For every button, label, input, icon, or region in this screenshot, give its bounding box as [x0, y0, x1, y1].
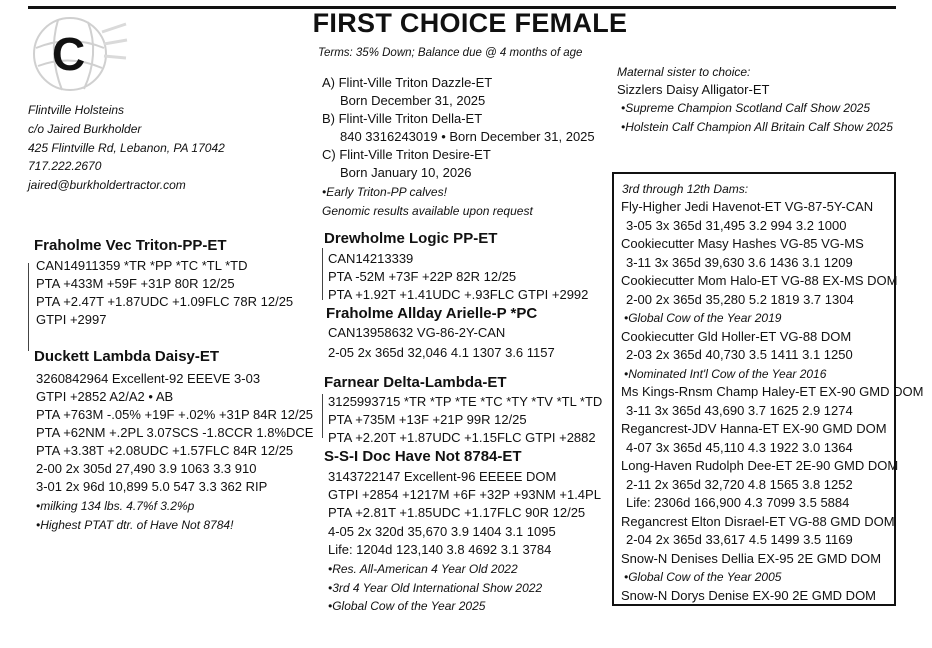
dam-line: PTA +3.38T +2.08UDC +1.57FLC 84R 12/25 — [36, 443, 294, 458]
choice-a: A) Flint-Ville Triton Dazzle-ET — [322, 75, 493, 90]
dam-line: PTA +763M -.05% +19F +.02% +31P 84R 12/25 — [36, 407, 314, 422]
maternal-sister-name: Sizzlers Daisy Alligator-ET — [617, 82, 770, 97]
dam-ancestor-name: Fly-Higher Jedi Havenot-ET VG-87-5Y-CAN — [621, 199, 874, 214]
farnear-line: PTA +735M +13F +21P 99R 12/25 — [328, 412, 527, 427]
havenot-lifetime: Life: 1204d 123,140 3.8 4692 3.1 3784 — [328, 542, 552, 557]
choice-b: B) Flint-Ville Triton Della-ET — [322, 111, 483, 126]
dam-record: 2-00 2x 305d 27,490 3.9 1063 3.3 910 — [36, 461, 257, 476]
sire-line: PTA +433M +59F +31P 80R 12/25 — [36, 276, 235, 291]
contact-farm: Flintville Holsteins — [28, 103, 125, 117]
dam-ancestor-record: 3-11 3x 365d 39,630 3.6 1436 3.1 1209 — [626, 254, 853, 270]
dam-ancestor-record: 2-03 2x 365d 40,730 3.5 1411 3.1 1250 — [626, 347, 853, 362]
maternal-sister-label: Maternal sister to choice: — [617, 65, 751, 79]
consignment-logo — [28, 14, 128, 94]
dam-ancestor-record: Life: 2306d 166,900 4.3 7099 3.5 5884 — [626, 495, 850, 510]
sire-name: Fraholme Vec Triton-PP-ET — [34, 237, 227, 254]
dam-name: Duckett Lambda Daisy-ET — [34, 348, 220, 365]
havenot-note: •3rd 4 Year Old International Show 2022 — [328, 581, 543, 595]
choice-c-born: Born January 10, 2026 — [340, 165, 472, 180]
choice-b-born: 840 3316243019 • Born December 31, 2025 — [340, 129, 595, 144]
terms-text: Terms: 35% Down; Balance due @ 4 months of age — [318, 47, 583, 59]
genomic-note: Genomic results available upon request — [322, 204, 533, 218]
sire-line: PTA +2.47T +1.87UDC +1.09FLC 78R 12/25 — [36, 294, 294, 309]
farnear-line: 3125993715 *TR *TP *TE *TC *TY *TV *TL *TD — [328, 394, 603, 409]
drewholme-line: PTA +1.92T +1.41UDC +.93FLC GTPI +2992 — [328, 287, 589, 302]
divider — [322, 394, 323, 438]
dam-line: GTPI +2852 A2/A2 • AB — [36, 389, 174, 404]
dam-ancestor-record: 2-00 2x 365d 35,280 5.2 1819 3.7 1304 — [626, 291, 854, 307]
arielle-record: 2-05 2x 365d 32,046 4.1 1307 3.6 1157 — [328, 345, 555, 360]
dam-line: PTA +62NM +.2PL 3.07SCS -1.8CCR 1.8%DCE — [36, 425, 314, 440]
divider — [322, 248, 323, 300]
dam-ancestor-record: 3-05 3x 365d 31,495 3.2 994 3.2 1000 — [626, 217, 847, 233]
sire-line: GTPI +2997 — [36, 312, 107, 327]
dam-ancestor-name: Snow-N Denises Dellia EX-95 2E GMD DOM — [621, 550, 882, 566]
dam-ancestor-name: Regancrest-JDV Hanna-ET EX-90 GMD DOM — [621, 421, 887, 436]
page-title: FIRST CHOICE FEMALE — [312, 8, 628, 38]
havenot-note: •Global Cow of the Year 2025 — [328, 599, 486, 613]
dam-line: 3260842964 Excellent-92 EEEVE 3-03 — [36, 371, 261, 386]
havenot-record: 4-05 2x 320d 35,670 3.9 1404 3.1 1095 — [328, 524, 556, 539]
choice-a-born: Born December 31, 2025 — [340, 93, 486, 108]
havenot-name: S-S-I Doc Have Not 8784-ET — [324, 448, 522, 465]
drewholme-name: Drewholme Logic PP-ET — [324, 230, 498, 247]
havenot-line: GTPI +2854 +1217M +6F +32P +93NM +1.4PL — [328, 487, 601, 502]
dam-ancestor-name: Cookiecutter Mom Halo-ET VG-88 EX-MS DOM — [621, 273, 898, 288]
arielle-line: CAN13958632 VG-86-2Y-CAN — [328, 325, 506, 340]
volleyball-logo-icon — [28, 14, 128, 94]
contact-name: c/o Jaired Burkholder — [28, 122, 142, 136]
dam-ancestor-record: 2-11 2x 365d 32,720 4.8 1565 3.8 1252 — [626, 476, 853, 492]
contact-email: jaired@burkholdertractor.com — [28, 178, 186, 192]
maternal-sister-note: •Holstein Calf Champion All Britain Calf Show 2025 — [621, 120, 893, 134]
dam-ancestor-record: 3-11 3x 365d 43,690 3.7 1625 2.9 1274 — [626, 402, 853, 418]
dam-ancestor-note: •Global Cow of the Year 2019 — [624, 311, 782, 325]
divider — [28, 263, 29, 351]
dam-record: 3-01 2x 96d 10,899 5.0 547 3.3 362 RIP — [36, 479, 268, 494]
dam-ancestor-note: •Nominated Int'l Cow of the Year 2016 — [624, 366, 827, 381]
dams-box — [612, 172, 924, 606]
maternal-sister-note: •Supreme Champion Scotland Calf Show 2025 — [621, 101, 871, 115]
dam-ancestor-name: Snow-N Dorys Denise EX-90 2E GMD DOM — [621, 587, 877, 603]
logo-letter: C — [52, 28, 86, 80]
contact-address: 425 Flintville Rd, Lebanon, PA 17042 — [28, 141, 225, 155]
dam-ancestor-name: Ms Kings-Rnsm Champ Haley-ET EX-90 GMD DOM — [621, 384, 924, 399]
havenot-line: PTA +2.81T +1.85UDC +1.17FLC 90R 12/25 — [328, 505, 586, 520]
dam-note: •Highest PTAT dtr. of Have Not 8784! — [36, 518, 234, 532]
drewholme-line: PTA -52M +73F +22P 82R 12/25 — [328, 269, 517, 284]
dam-ancestor-record: 4-07 3x 365d 45,110 4.3 1922 3.0 1364 — [626, 439, 853, 455]
sire-line: CAN14911359 *TR *PP *TC *TL *TD — [36, 258, 248, 273]
choice-note: •Early Triton-PP calves! — [322, 185, 447, 199]
havenot-line: 3143722147 Excellent-96 EEEEE DOM — [328, 469, 557, 484]
dam-ancestor-name: Regancrest Elton Disrael-ET VG-88 GMD DOM — [621, 513, 895, 529]
farnear-line: PTA +2.20T +1.87UDC +1.15FLC GTPI +2882 — [328, 430, 596, 445]
havenot-note: •Res. All-American 4 Year Old 2022 — [328, 562, 518, 576]
dam-ancestor-name: Long-Haven Rudolph Dee-ET 2E-90 GMD DOM — [621, 458, 899, 473]
dam-ancestor-name: Cookiecutter Gld Holler-ET VG-88 DOM — [621, 328, 852, 344]
arielle-name: Fraholme Allday Arielle-P *PC — [326, 305, 538, 322]
farnear-name: Farnear Delta-Lambda-ET — [324, 374, 507, 391]
dam-note: •milking 134 lbs. 4.7%f 3.2%p — [36, 499, 195, 513]
dam-ancestor-name: Cookiecutter Masy Hashes VG-85 VG-MS — [621, 236, 864, 251]
dams-header: 3rd through 12th Dams: — [622, 182, 749, 196]
drewholme-line: CAN14213339 — [328, 251, 414, 266]
contact-phone: 717.222.2670 — [28, 159, 102, 173]
choice-c: C) Flint-Ville Triton Desire-ET — [322, 147, 491, 162]
dam-ancestor-note: •Global Cow of the Year 2005 — [624, 570, 782, 584]
dam-ancestor-record: 2-04 2x 365d 33,617 4.5 1499 3.5 1169 — [626, 532, 853, 547]
